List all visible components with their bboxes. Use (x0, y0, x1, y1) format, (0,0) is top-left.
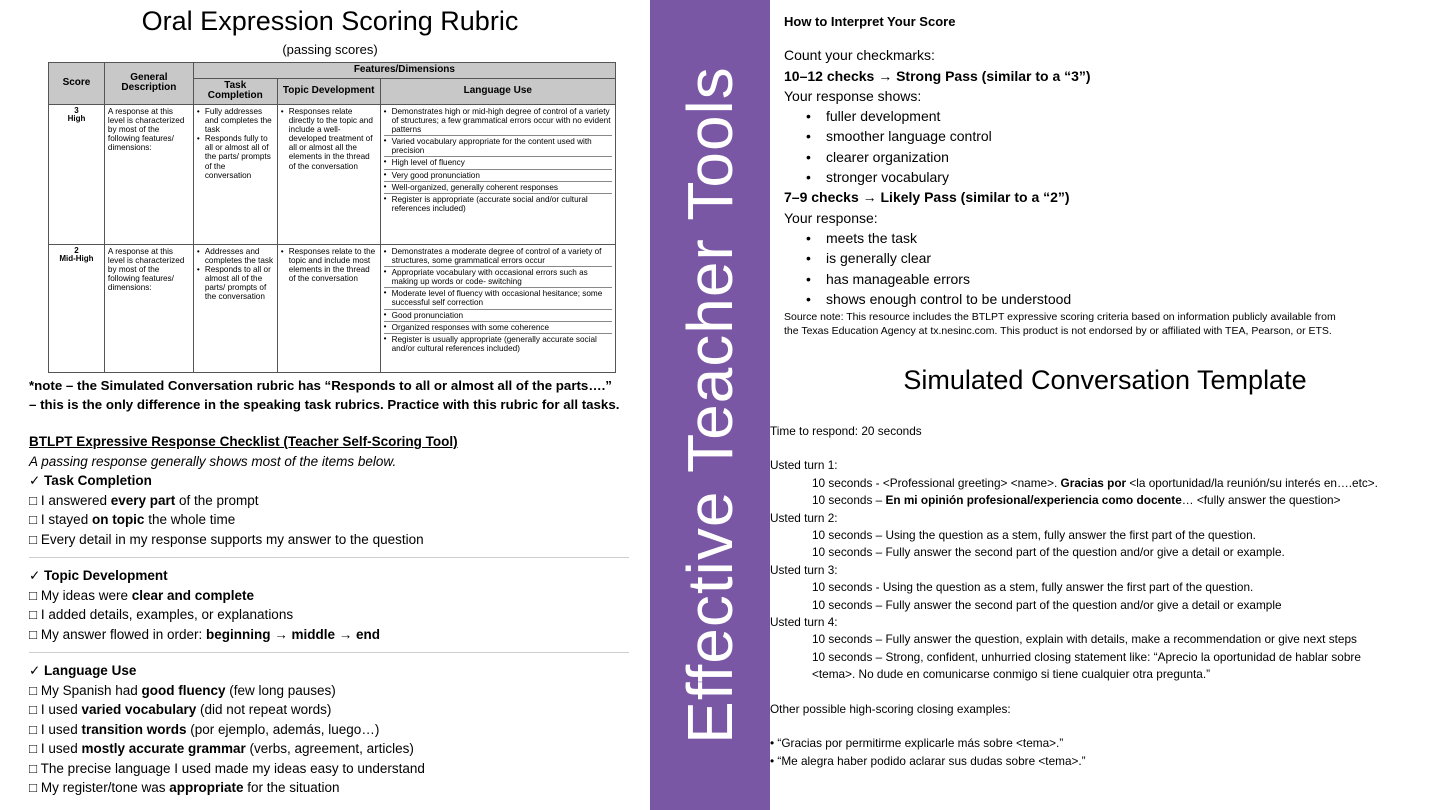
checkbox-icon: □ (29, 626, 38, 642)
checkbox-icon: □ (29, 587, 38, 603)
header-general: General Description (104, 63, 193, 105)
source-note: Source note: This resource includes the BTLPT expressive scoring criteria based on information publicly available from the Texas Education Agency at tx.nesinc.com. This product is not endorsed by or affiliated with TEA, Pearson, or ETS. (784, 311, 1336, 338)
strong-pass-label: 10–12 checks → Strong Pass (similar to a “3”) (784, 67, 1091, 84)
header-topic: Topic Development (277, 78, 380, 104)
list-item: • fuller development (784, 106, 1434, 126)
divider (29, 652, 629, 653)
brand-banner-text: Effective Teacher Tools (674, 66, 746, 744)
score-cell: 3 High (49, 104, 105, 244)
turn-label: Usted turn 4: (770, 615, 838, 630)
checklist-item: □ My Spanish had good fluency (few long pauses) (29, 682, 336, 698)
checklist-item: □ I answered every part of the prompt (29, 492, 259, 508)
checkbox-icon: □ (29, 531, 38, 547)
checklist-item: □ I used mostly accurate grammar (verbs, agreement, articles) (29, 741, 414, 756)
rubric-table (48, 62, 616, 373)
count-instruction: Count your checkmarks: (784, 47, 935, 64)
rubric-row-midhigh (49, 244, 616, 372)
checklist-item: □ My answer flowed in order: beginning → middle → end (29, 626, 380, 642)
checkbox-icon: □ (29, 512, 38, 527)
general-cell: A response at this level is characterized by most of the following features/ dimensions: (104, 104, 193, 244)
list-item: • is generally clear (784, 248, 1434, 268)
rubric-header-row (49, 63, 616, 79)
checklist-item: □ The precise language I used made my ideas easy to understand (29, 760, 425, 776)
closing-example: • “Me alegra haber podido aclarar sus dudas sobre <tema>.” (770, 753, 1086, 768)
score-interpretation (784, 12, 1434, 338)
section-language-use: ✓ Language Use (29, 663, 137, 678)
list-item: • shows enough control to be understood (784, 289, 1434, 309)
checkbox-icon: □ (29, 721, 38, 737)
sim-template-title: Simulated Conversation Template (903, 365, 1307, 395)
list-item: • meets the task (784, 228, 1434, 248)
rubric-row-high (49, 104, 616, 244)
left-panel (0, 0, 650, 810)
header-features: Features/Dimensions (193, 63, 615, 79)
brand-banner (650, 0, 770, 810)
score-cell: 2 Mid-High (49, 244, 105, 372)
turn-step: 10 seconds – Fully answer the second part of the question and/or give a detail or example (812, 597, 1282, 612)
checklist-item: □ My register/tone was appropriate for the situation (29, 780, 340, 795)
interpretation-heading: How to Interpret Your Score (784, 14, 956, 29)
checklist-item: □ I stayed on topic the whole time (29, 512, 236, 527)
task-cell: • Fully addresses and completes the task • Responds fully to all or almost all of the parts/ prompts of the conversation (193, 104, 277, 244)
checkbox-icon: □ (29, 780, 38, 795)
turn-step: 10 seconds – Strong, confident, unhurried closing statement like: “Aprecio la oportunidad de hablar sobre (812, 649, 1361, 664)
language-cell: • Demonstrates a moderate degree of control of a variety of structures, some grammatical errors occur • Appropriate vocabulary with occasional errors such as making up words or code- switching • Moderate level of fluency with occasional hesitance; some successful self correction • Good pronunciation • Organized responses with some coherence • Register is usually appropriate (generally accurate social and/or cultural references included) (380, 244, 615, 372)
topic-cell: • Responses relate directly to the topic and include a well- developed treatment of all or almost all the elements in the thread of the conversation (277, 104, 380, 244)
sim-template-body (770, 423, 1440, 770)
section-task-completion: ✓ Task Completion (29, 473, 152, 488)
rubric-subtitle: (passing scores) (282, 42, 378, 57)
closing-example: • “Gracias por permitirme explicarle más sobre <tema>.” (770, 736, 1064, 751)
shows-label: Your response shows: (784, 87, 922, 104)
your-response-label: Your response: (784, 209, 878, 226)
divider (29, 557, 629, 558)
turn-step: 10 seconds – Using the question as a stem, fully answer the first part of the question. (812, 528, 1256, 543)
turn-step: 10 seconds – Fully answer the question, explain with details, make a recommendation or give next steps (812, 632, 1357, 647)
other-examples-label: Other possible high-scoring closing examples: (770, 701, 1011, 716)
turn-step: 10 seconds – Fully answer the second part of the question and/or give a detail or example. (812, 545, 1285, 560)
task-cell: • Addresses and completes the task • Responds to all or almost all of the parts/ prompts of the conversation (193, 244, 277, 372)
rubric-title: Oral Expression Scoring Rubric (141, 6, 519, 36)
checklist-item: □ My ideas were clear and complete (29, 587, 255, 603)
list-item: • clearer organization (784, 147, 1434, 167)
turn-step: <tema>. No dude en comunicarse conmigo si tiene cualquier otra pregunta.” (812, 667, 1211, 682)
checkbox-icon: □ (29, 607, 38, 622)
turn-step: 10 seconds – En mi opinión profesional/experiencia como docente… <fully answer the question> (812, 493, 1341, 508)
list-item: • stronger vocabulary (784, 167, 1434, 187)
checkbox-icon: □ (29, 492, 38, 508)
header-language: Language Use (380, 78, 615, 104)
strong-pass-list (784, 106, 1434, 187)
list-item: • smoother language control (784, 126, 1434, 146)
turn-step: 10 seconds - <Professional greeting> <name>. Gracias por <la oportunidad/la reunión/su interés en….etc>. (812, 475, 1378, 490)
checkbox-icon: □ (29, 741, 38, 756)
checkbox-icon: □ (29, 682, 38, 698)
turn-step: 10 seconds - Using the question as a stem, fully answer the first part of the question. (812, 580, 1254, 595)
checklist-title: BTLPT Expressive Response Checklist (Teacher Self-Scoring Tool) (29, 434, 458, 449)
general-cell: A response at this level is characterized by most of the following features/ dimensions: (104, 244, 193, 372)
turn-label: Usted turn 3: (770, 562, 838, 577)
turn-label: Usted turn 2: (770, 510, 838, 525)
checklist-subtitle: A passing response generally shows most of the items below. (29, 453, 397, 469)
likely-pass-label: 7–9 checks → Likely Pass (similar to a “2”) (784, 189, 1070, 206)
checklist-item: □ Every detail in my response supports my answer to the question (29, 531, 424, 547)
list-item: • has manageable errors (784, 269, 1434, 289)
right-panel (770, 0, 1440, 810)
checklist-item: □ I added details, examples, or explanations (29, 607, 294, 622)
header-task: Task Completion (193, 78, 277, 104)
topic-cell: • Responses relate to the topic and include most elements in the thread of the conversation (277, 244, 380, 372)
turn-label: Usted turn 1: (770, 458, 838, 473)
likely-pass-list (784, 228, 1434, 309)
checkbox-icon: □ (29, 760, 38, 776)
checkbox-icon: □ (29, 702, 38, 717)
rubric-note: *note – the Simulated Conversation rubric has “Responds to all or almost all of the parts….” – this is the only difference in the speaking task rubrics. Practice with this rubric for all tasks. (29, 378, 620, 412)
checklist-item: □ I used varied vocabulary (did not repeat words) (29, 702, 332, 717)
time-to-respond: Time to respond: 20 seconds (770, 424, 922, 438)
self-scoring-checklist (29, 432, 629, 798)
section-topic-development: ✓ Topic Development (29, 568, 168, 583)
checklist-item: □ I used transition words (por ejemplo, además, luego…) (29, 721, 380, 737)
language-cell: • Demonstrates high or mid-high degree of control of a variety of structures; a few grammatical errors occur with no evident patterns • Varied vocabulary appropriate for the content used with precision • High level of fluency • Very good pronunciation • Well-organized, generally coherent responses • Register is appropriate (accurate social and/or cultural references included) (380, 104, 615, 244)
header-score: Score (49, 63, 105, 105)
